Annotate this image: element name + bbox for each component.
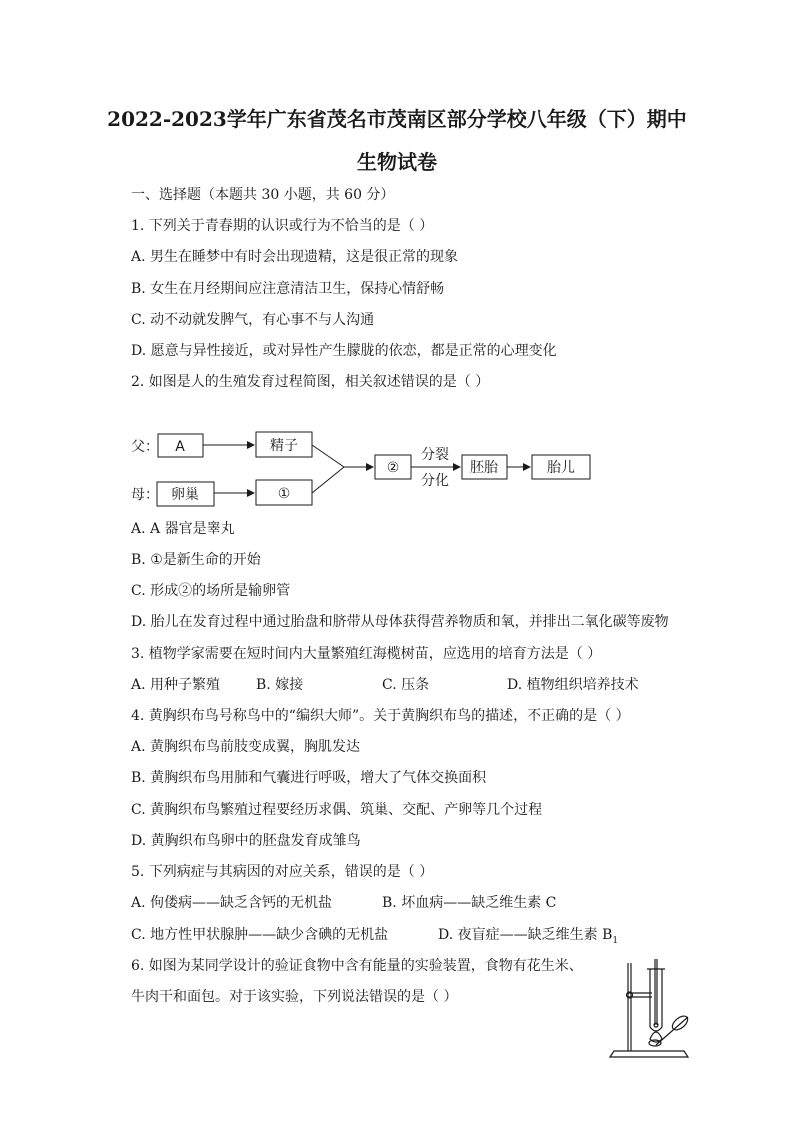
egg-box	[256, 480, 312, 505]
q1-option-d: D. 愿意与异性接近，或对异性产生朦胧的依恋，都是正常的心理变化	[131, 343, 557, 359]
q2-option-a: A. A 器官是睾丸	[131, 521, 235, 537]
q3-option-b: B. 嫁接	[256, 677, 304, 693]
q3-option-c: C. 压条	[382, 677, 430, 693]
ovary-box	[157, 482, 214, 506]
q1-option-c: C. 动不动就发脾气，有心事不与人沟通	[131, 312, 375, 328]
q5-option-d-subscript: 1	[612, 935, 619, 946]
egg-label: ①	[277, 486, 291, 502]
q1-option-a: A. 男生在睡梦中有时会出现遗精，这是很正常的现象	[131, 249, 459, 265]
q3-stem: 3. 植物学家需要在短时间内大量繁殖红海榄树苗，应选用的培育方法是（ ）	[131, 646, 602, 662]
q5-option-a: A. 佝偻病——缺乏含钙的无机盐	[131, 895, 333, 911]
fetus-label: 胎儿	[547, 460, 575, 476]
food-energy-apparatus-figure	[600, 955, 700, 1065]
section-heading: 一、选择题（本题共 30 小题，共 60 分）	[131, 187, 395, 203]
q4-option-a: A. 黄胸织布鸟前肢变成翼，胸肌发达	[131, 739, 361, 755]
split-label: 分裂	[421, 447, 449, 463]
q4-stem: 4. 黄胸织布鸟号称鸟中的“编织大师”。关于黄胸织布鸟的描述，不正确的是（ ）	[131, 708, 630, 724]
q1-option-b: B. 女生在月经期间应注意清洁卫生，保持心情舒畅	[131, 281, 445, 297]
q2-stem: 2. 如图是人的生殖发育过程简图，相关叙述错误的是（ ）	[131, 374, 490, 390]
sperm-box	[256, 432, 312, 457]
zygote-box	[375, 455, 411, 479]
q3-option-d: D. 植物组织培养技术	[507, 677, 639, 693]
q4-option-d: D. 黄胸织布鸟卵中的胚盘发育成雏鸟	[131, 833, 361, 849]
sperm-label: 精子	[270, 438, 298, 454]
q2-option-c: C. 形成②的场所是输卵管	[131, 583, 291, 599]
q3-option-a: A. 用种子繁殖	[131, 677, 221, 693]
organ-a-box	[158, 434, 203, 457]
fetus-box	[532, 455, 590, 479]
q2-option-b: B. ①是新生命的开始	[131, 552, 261, 568]
q6-stem-line-1: 6. 如图为某同学设计的验证食物中含有能量的实验装置，食物有花生米、	[131, 958, 583, 974]
q5-option-c: C. 地方性甲状腺肿——缺少含碘的无机盐	[131, 927, 389, 943]
q1-stem: 1. 下列关于青春期的认识或行为不恰当的是（ ）	[131, 218, 434, 234]
q5-option-b: B. 坏血病——缺乏维生素 C	[382, 895, 557, 911]
differentiate-label: 分化	[421, 473, 449, 489]
ovary-label: 卵巢	[171, 487, 199, 503]
organ-a-label: A	[175, 439, 185, 455]
paper-title-line-1: 2022-2023学年广东省茂名市茂南区部分学校八年级（下）期中	[107, 107, 687, 131]
q5-option-d: D. 夜盲症——缺乏维生素 $B_1$	[438, 927, 619, 946]
father-label: 父：	[131, 439, 159, 455]
q4-option-b: B. 黄胸织布鸟用肺和气囊进行呼吸，增大了气体交换面积	[131, 770, 487, 786]
q2-option-d: D. 胎儿在发育过程中通过胎盘和脐带从母体获得营养物质和氧，并排出二氧化碳等废物	[131, 614, 669, 630]
q4-option-c: C. 黄胸织布鸟繁殖过程要经历求偶、筑巢、交配、产卵等几个过程	[131, 802, 543, 818]
zygote-label: ②	[386, 460, 400, 476]
q6-stem-line-2: 牛肉干和面包。对于该实验，下列说法错误的是（ ）	[131, 989, 458, 1005]
paper-title-line-2: 生物试卷	[357, 150, 437, 174]
embryo-box	[462, 455, 507, 479]
mother-label: 母：	[131, 487, 159, 503]
q5-stem: 5. 下列病症与其病因的对应关系，错误的是（ ）	[131, 864, 434, 880]
embryo-label: 胚胎	[470, 460, 498, 476]
